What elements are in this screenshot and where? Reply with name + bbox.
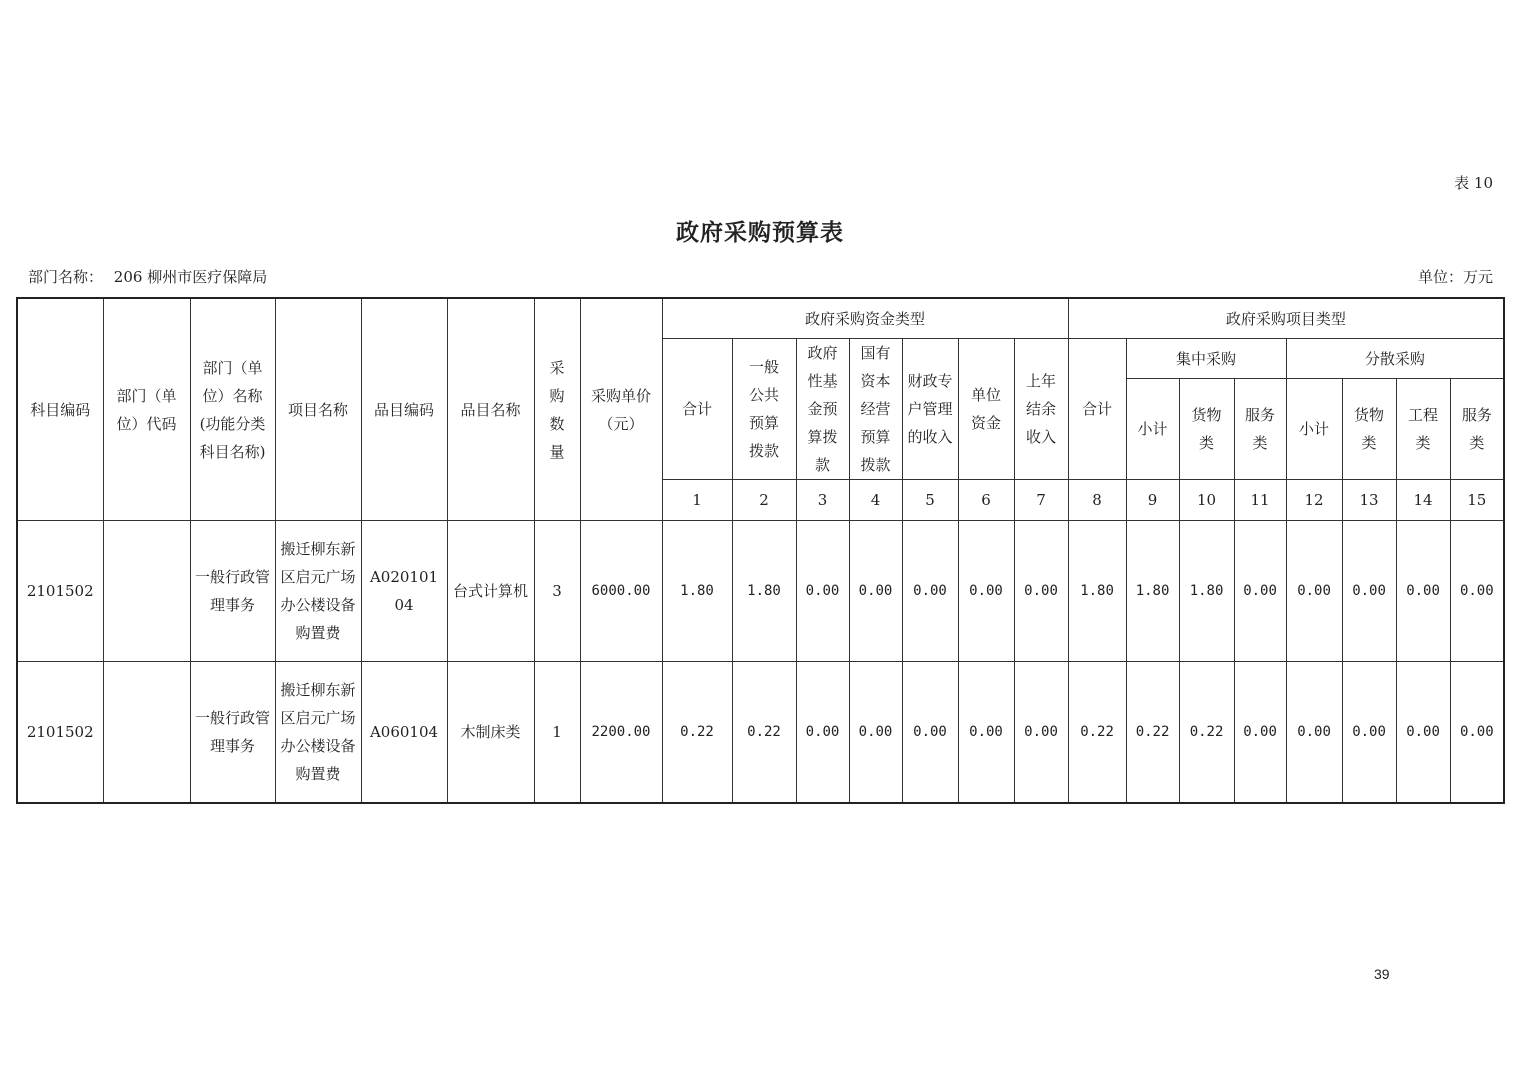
column-number: 14 xyxy=(1396,480,1450,521)
cell-value: 0.00 xyxy=(1014,662,1068,804)
header-decentralized: 分散采购 xyxy=(1286,339,1504,379)
header-gov-fund: 政府性基金预算拨款 xyxy=(796,339,849,480)
cell-unit-price: 2200.00 xyxy=(580,662,662,804)
column-number: 7 xyxy=(1014,480,1068,521)
unit-label: 单位：万元 xyxy=(1417,268,1493,286)
procurement-budget-table xyxy=(16,297,1505,804)
cell-value: 0.00 xyxy=(1234,662,1286,804)
column-number: 9 xyxy=(1126,480,1179,521)
header-item-code: 品目编码 xyxy=(361,298,447,521)
cell-value: 0.00 xyxy=(1342,521,1396,662)
cell-value: 0.00 xyxy=(796,521,849,662)
cell-value: 0.00 xyxy=(1286,662,1342,804)
column-number: 3 xyxy=(796,480,849,521)
cell-project-name: 搬迁柳东新区启元广场办公楼设备购置费 xyxy=(275,521,361,662)
header-centralized: 集中采购 xyxy=(1126,339,1286,379)
cell-value: 0.00 xyxy=(796,662,849,804)
cell-value: 0.22 xyxy=(732,662,796,804)
cell-dept-code xyxy=(103,662,190,804)
cell-quantity: 1 xyxy=(534,662,580,804)
cell-dept-name: 一般行政管理事务 xyxy=(190,662,275,804)
cell-value: 0.00 xyxy=(1234,521,1286,662)
cell-value: 1.80 xyxy=(1179,521,1234,662)
header-project-name: 项目名称 xyxy=(275,298,361,521)
cell-value: 0.00 xyxy=(958,521,1014,662)
column-number: 5 xyxy=(902,480,958,521)
page-number: 39 xyxy=(1374,966,1390,982)
table-row xyxy=(17,521,1504,662)
header-state-capital: 国有资本经营预算拨款 xyxy=(849,339,902,480)
cell-value: 0.00 xyxy=(1014,521,1068,662)
column-number: 8 xyxy=(1068,480,1126,521)
cell-value: 0.00 xyxy=(1396,521,1450,662)
cell-value: 0.00 xyxy=(1396,662,1450,804)
column-number: 11 xyxy=(1234,480,1286,521)
cell-value: 0.22 xyxy=(1179,662,1234,804)
column-number: 13 xyxy=(1342,480,1396,521)
cell-quantity: 3 xyxy=(534,521,580,662)
cell-unit-price: 6000.00 xyxy=(580,521,662,662)
cell-subject-code: 2101502 xyxy=(17,521,103,662)
header-dept-code: 部门（单位）代码 xyxy=(103,298,190,521)
header-item-name: 品目名称 xyxy=(447,298,534,521)
header-c-subtotal: 小计 xyxy=(1126,379,1179,480)
cell-item-name: 木制床类 xyxy=(447,662,534,804)
column-number: 1 xyxy=(662,480,732,521)
page-title: 政府采购预算表 xyxy=(676,219,844,246)
cell-value: 1.80 xyxy=(1126,521,1179,662)
cell-value: 0.00 xyxy=(1450,521,1504,662)
cell-value: 0.00 xyxy=(958,662,1014,804)
header-c-services: 服务类 xyxy=(1234,379,1286,480)
header-unit-price: 采购单价（元） xyxy=(580,298,662,521)
column-number: 15 xyxy=(1450,480,1504,521)
cell-value: 0.00 xyxy=(1450,662,1504,804)
cell-subject-code: 2101502 xyxy=(17,662,103,804)
cell-value: 0.00 xyxy=(849,662,902,804)
header-prev-balance: 上年结余收入 xyxy=(1014,339,1068,480)
header-c-goods: 货物类 xyxy=(1179,379,1234,480)
cell-value: 1.80 xyxy=(1068,521,1126,662)
cell-value: 0.00 xyxy=(849,521,902,662)
header-quantity: 采购数量 xyxy=(534,298,580,521)
header-d-works: 工程类 xyxy=(1396,379,1450,480)
column-number: 4 xyxy=(849,480,902,521)
header-project-total: 合计 xyxy=(1068,339,1126,480)
header-dept-name: 部门（单位）名称(功能分类科目名称) xyxy=(190,298,275,521)
cell-dept-name: 一般行政管理事务 xyxy=(190,521,275,662)
cell-value: 0.00 xyxy=(1286,521,1342,662)
cell-value: 0.00 xyxy=(902,521,958,662)
header-d-services: 服务类 xyxy=(1450,379,1504,480)
header-general-budget: 一般公共预算拨款 xyxy=(732,339,796,480)
header-fund-total: 合计 xyxy=(662,339,732,480)
header-project-type-group: 政府采购项目类型 xyxy=(1068,298,1504,339)
cell-value: 0.22 xyxy=(1126,662,1179,804)
cell-item-code: A060104 xyxy=(361,662,447,804)
cell-project-name: 搬迁柳东新区启元广场办公楼设备购置费 xyxy=(275,662,361,804)
table-number: 表 10 xyxy=(1454,174,1493,192)
cell-value: 0.22 xyxy=(1068,662,1126,804)
column-number: 2 xyxy=(732,480,796,521)
table-row xyxy=(17,662,1504,804)
header-unit-funds: 单位资金 xyxy=(958,339,1014,480)
cell-item-name: 台式计算机 xyxy=(447,521,534,662)
cell-value: 1.80 xyxy=(732,521,796,662)
department-name: 206 柳州市医疗保障局 xyxy=(113,268,268,286)
cell-dept-code xyxy=(103,521,190,662)
cell-value: 0.00 xyxy=(902,662,958,804)
header-special-account: 财政专户管理的收入 xyxy=(902,339,958,480)
column-number: 12 xyxy=(1286,480,1342,521)
department-line xyxy=(28,266,267,287)
column-number: 10 xyxy=(1179,480,1234,521)
header-d-goods: 货物类 xyxy=(1342,379,1396,480)
cell-value: 0.00 xyxy=(1342,662,1396,804)
header-d-subtotal: 小计 xyxy=(1286,379,1342,480)
cell-item-code: A02010104 xyxy=(361,521,447,662)
cell-value: 0.22 xyxy=(662,662,732,804)
header-subject-code: 科目编码 xyxy=(17,298,103,521)
department-label: 部门名称： xyxy=(28,268,104,286)
column-number: 6 xyxy=(958,480,1014,521)
header-fund-type-group: 政府采购资金类型 xyxy=(662,298,1068,339)
cell-value: 1.80 xyxy=(662,521,732,662)
